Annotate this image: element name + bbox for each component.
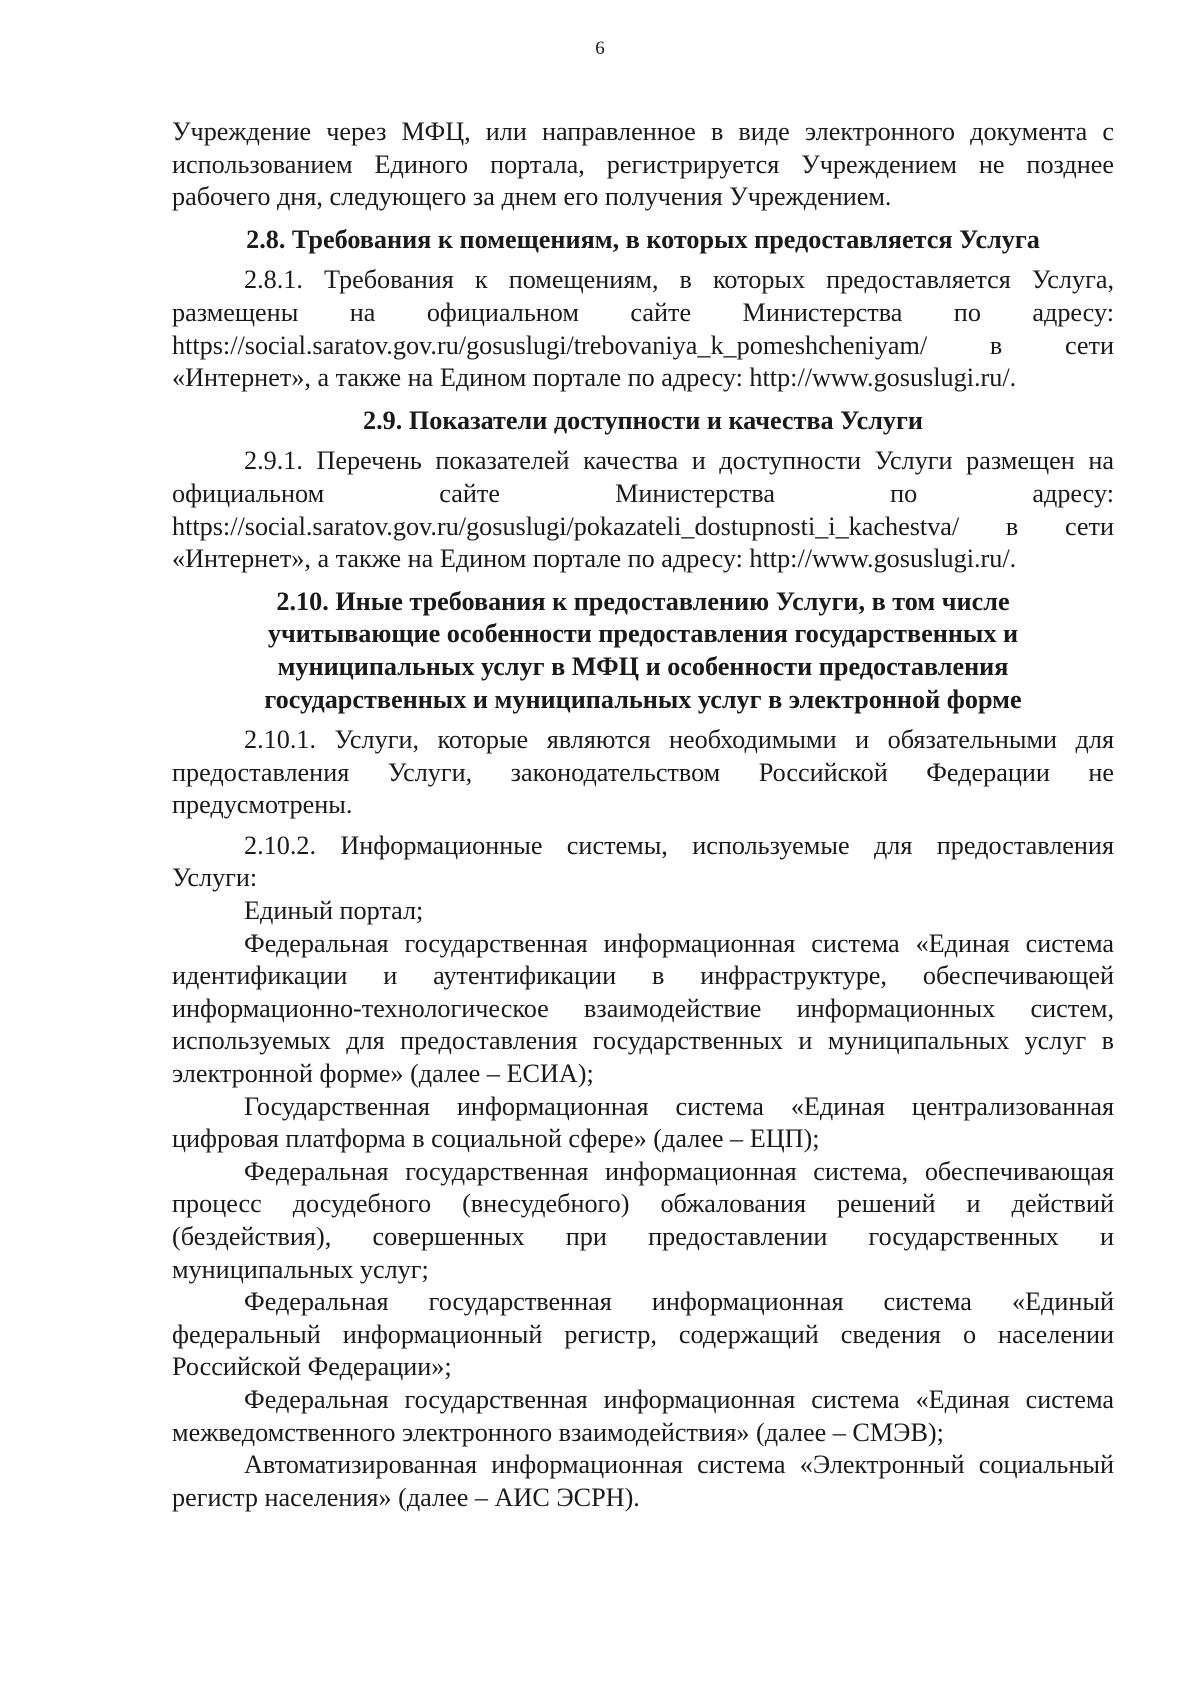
system-item: Федеральная государственная информационная система «Единая система межведомственного электронного взаимодействия» (далее – СМЭВ);: [172, 1384, 1114, 1447]
premises-url: https://social.saratov.gov.ru/gosuslugi/trebovaniya_k_pomeshcheniyam/: [172, 330, 928, 360]
intro-paragraph: Учреждение через МФЦ, или направленное в виде электронного документа с использованием Единого портала, регистрируется Учреждением не позднее рабочего дня, следующего за днем его получения Учреждением.: [172, 117, 1114, 212]
paragraph-2-9-1-text: 2.9.1. Перечень показателей качества и доступности Услуги размещен на официальном сайте Министерства по адресу:: [172, 446, 1114, 508]
heading-2-10-line: учитывающие особенности предоставления государственных и: [267, 619, 1019, 649]
document-body: [172, 116, 1114, 1514]
paragraph-2-8-1-tail: в сети «Интернет», а также на Едином портале по адресу: http://www.gosuslugi.ru/.: [172, 330, 1115, 393]
heading-2-10-line: государственных и муниципальных услуг в электронной форме: [264, 684, 1022, 714]
heading-2-8: 2.8. Требования к помещениям, в которых предоставляется Услуга: [246, 224, 1040, 254]
system-item: Федеральная государственная информационная система «Единый федеральный информационный регистр, содержащий сведения о населении Российской Федерации»;: [172, 1287, 1114, 1382]
paragraph-2-10-1: 2.10.1. Услуги, которые являются необходимыми и обязательными для предоставления Услуги, законодательством Российской Федерации не предусмотрены.: [172, 725, 1114, 820]
system-item: Государственная информационная система «Единая централизованная цифровая платформа в социальной сфере» (далее – ЕЦП);: [172, 1091, 1114, 1154]
quality-indicators-url: https://social.saratov.gov.ru/gosuslugi/pokazateli_dostupnosti_i_kachestva/: [172, 511, 960, 541]
system-item: Автоматизированная информационная система «Электронный социальный регистр населения» (далее – АИС ЭСРН).: [172, 1450, 1114, 1512]
paragraph-2-9-1: [172, 445, 1114, 575]
system-item: Федеральная государственная информационная система «Единая система идентификации и аутентификации в инфраструктуре, обеспечивающей информационно-технологическое взаимодействие информационных систем, используемых для предоставления государственных и муниципальных услуг в электронной форме» (далее – ЕСИА);: [172, 928, 1114, 1089]
heading-2-9: 2.9. Показатели доступности и качества Услуги: [363, 405, 923, 435]
heading-2-10-line: 2.10. Иные требования к предоставлению Услуги, в том числе: [276, 586, 1010, 616]
heading-2-10-line: муниципальных услуг в МФЦ и особенности предоставления: [277, 651, 1009, 681]
paragraph-2-8-1: [172, 264, 1114, 394]
paragraph-2-8-1-text: 2.8.1. Требования к помещениям, в которых предоставляется Услуга, размещены на официальном сайте Министерства по адресу:: [172, 265, 1114, 327]
system-item: Единый портал;: [244, 896, 424, 926]
paragraph-2-10-2: 2.10.2. Информационные системы, используемые для предоставления Услуги:: [172, 830, 1114, 893]
paragraph-2-9-1-tail: в сети «Интернет», а также на Едином портале по адресу: http://www.gosuslugi.ru/.: [172, 511, 1114, 574]
system-item: Федеральная государственная информационная система, обеспечивающая процесс досудебного (внесудебного) обжалования решений и действий (бездействия), совершенных при предоставлении государственных и муниципальных услуг;: [172, 1156, 1114, 1284]
page-number: 6: [595, 38, 605, 59]
heading-2-10: [172, 586, 1114, 716]
